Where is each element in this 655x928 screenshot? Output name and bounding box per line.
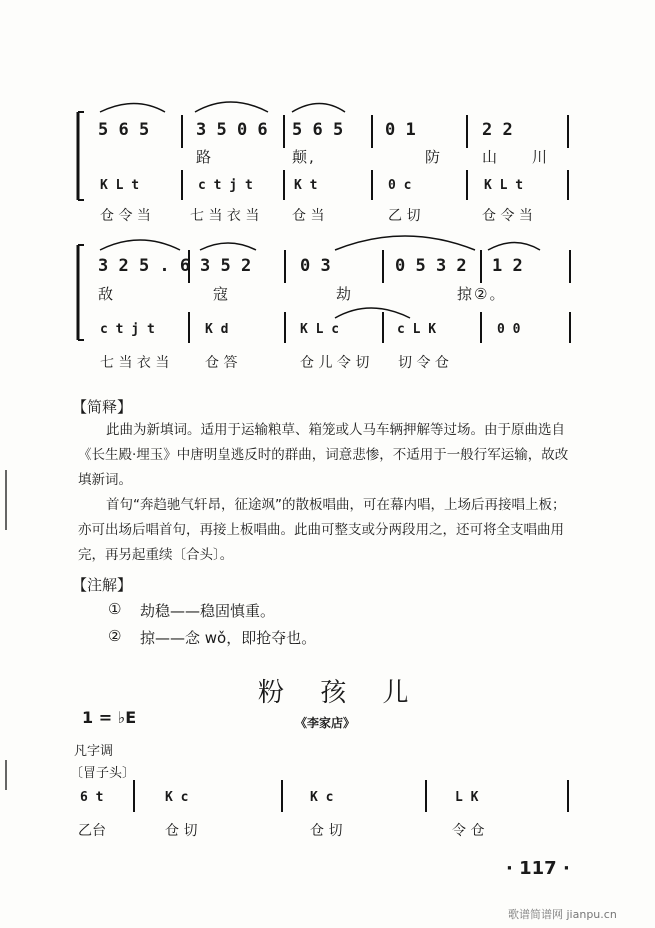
notes-heading: 【注解】	[72, 576, 133, 594]
percussion-words: 仓 当	[292, 208, 325, 224]
percussion-notes: K L t	[100, 178, 140, 193]
source-label: 《李家店》	[295, 716, 356, 730]
percussion-words: 七 当 衣 当	[100, 355, 170, 371]
measure-notes: 2 2	[482, 120, 513, 140]
song-title: 粉 孩 儿	[258, 678, 423, 708]
measure-notes: 3 5 0 6	[196, 120, 268, 140]
percussion-notes: 6 t	[80, 790, 104, 805]
percussion-words: 乙 切	[388, 208, 421, 224]
lyric: 路	[196, 148, 214, 166]
measure-notes: 5 6 5	[292, 120, 344, 140]
percussion-words: 仓 答	[205, 355, 238, 371]
percussion-words: 令 仓	[452, 823, 485, 839]
percussion-words: 仓 切	[310, 823, 343, 839]
lyric: 山	[482, 148, 500, 166]
percussion-words: 切 令 仓	[398, 355, 449, 371]
percussion-notes: L K	[455, 790, 479, 805]
percussion-notes: K c	[310, 790, 334, 805]
percussion-words: 仓 令 当	[482, 208, 533, 224]
measure-notes: 0 3	[300, 256, 331, 276]
lyric: 颠,	[292, 148, 316, 166]
percussion-notes: c t j t	[100, 322, 155, 337]
percussion-notes: c L K	[397, 322, 437, 337]
lyric: 防	[425, 148, 443, 166]
note-text: 劫稳——稳固慎重。	[140, 602, 276, 620]
explanation-paragraph-1: 此曲为新填词。适用于运输粮草、箱笼或人马车辆押解等过场。由于原曲选自《长生殿·埋玉》中唐明皇逃反时的群曲，词意悲惨，不适用于一般行军运输，故改填新词。	[78, 422, 569, 488]
explanation-heading: 【简释】	[72, 398, 133, 416]
percussion-notes: 0 c	[388, 178, 412, 193]
percussion-words: 仓 儿 令 切	[300, 355, 370, 371]
note-text: 掠——念 wǒ，即抢夺也。	[140, 629, 317, 647]
watermark: 歌谱简谱网 jianpu.cn	[508, 908, 617, 921]
percussion-words: 仓 切	[165, 823, 198, 839]
lyric: 掠②。	[457, 285, 507, 303]
measure-notes: 0 1	[385, 120, 416, 140]
percussion-notes: K c	[165, 790, 189, 805]
key-signature: 1 = ♭E	[82, 708, 137, 727]
percussion-words: 乙台	[78, 823, 106, 839]
percussion-notes: c t j t	[198, 178, 253, 193]
percussion-notes: K d	[205, 322, 229, 337]
lyric: 寇	[213, 285, 231, 303]
percussion-notes: K L t	[484, 178, 524, 193]
percussion-notes: K L c	[300, 322, 340, 337]
measure-notes: 5 6 5	[98, 120, 150, 140]
percussion-notes: K t	[294, 178, 318, 193]
lyric: 敌	[98, 285, 116, 303]
note-number: ②	[108, 627, 122, 645]
measure-notes: 1 2	[492, 256, 523, 276]
lyric: 劫	[336, 285, 354, 303]
measure-notes: 0 5 3 2	[395, 256, 467, 276]
measure-notes: 3 5 2	[200, 256, 252, 276]
mode-label: 凡字调	[74, 744, 114, 759]
measure-notes: 3 2 5 . 6	[98, 256, 191, 276]
percussion-words: 七 当 衣 当	[190, 208, 260, 224]
percussion-words: 仓 令 当	[100, 208, 151, 224]
page-number: · 117 ·	[506, 858, 570, 879]
section-label: 〔冒子头〕	[70, 766, 136, 781]
note-number: ①	[108, 600, 122, 618]
percussion-notes: 0 0	[497, 322, 521, 337]
explanation-paragraph-2: 首句“奔趋驰气轩昂，征途飒”的散板唱曲，可在幕内唱，上场后再接唱上板；亦可出场后唱首句，再接上板唱曲。此曲可整支或分两段用之，还可将全支唱曲用完，再另起重续〔合头〕。	[78, 497, 566, 563]
lyric: 川	[532, 148, 550, 166]
